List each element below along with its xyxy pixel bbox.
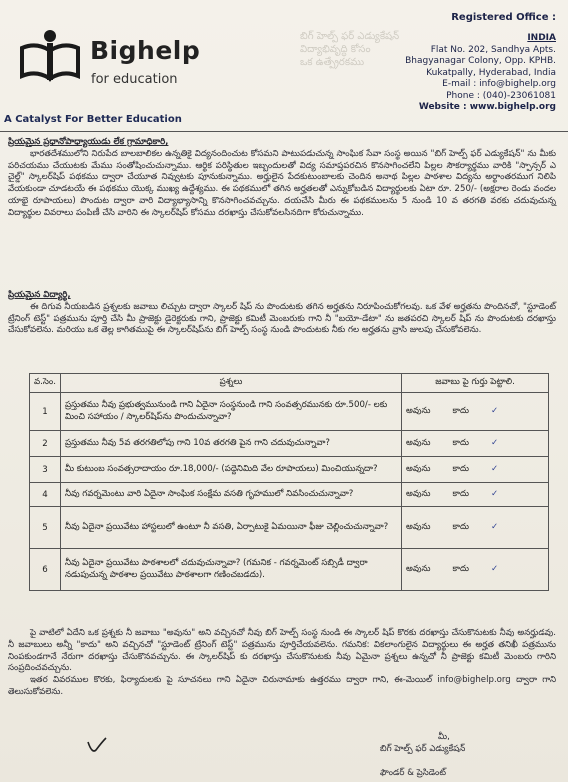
bighelp-logo-icon	[18, 28, 82, 88]
bleed-line: ఒక ఉత్ప్రేరకము	[300, 57, 365, 68]
answer-no[interactable]: కాదు	[452, 488, 469, 499]
office-line: Flat No. 202, Sandhya Apts.	[430, 44, 556, 55]
checkmark-icon: ✓	[491, 437, 499, 448]
brand-subtitle: for education	[91, 72, 178, 87]
answer-no[interactable]: కాదు	[452, 463, 469, 474]
closing-paragraph: పై వాటిలో ఏదేని ఒక ప్రశ్నకు నీ జవాబు "అవును" అని వచ్చినచో నీవు బిగ్ హెల్ప్ సంస్థ నుండి ఈ స్కాలర్ షిప్ కొరకు దరఖాస్తు చేసుకొనుటకు నీవు అనర్హుడవు. నీ జవాబులు అన్నీ "కాదు" అని వచ్చినచో "స్టూడెంట్ ట్రేనింగ్ టెస్ట్" పత్రమును పూర్తిచేయవలెను. గమనిక: వికలాంగులైన విద్యార్థులు ఈ అర్హత తనిఖీ పత్రమును నింపకుండగానే నేరుగా దరఖాస్తు చేసుకొనవచ్చును. ఈ స్కాలర్‌షిప్ కు దరఖాస్తు చేసుకొనుటకు నీవు ఏమైనా ప్రశ్నలు ఉన్నచో నీ ప్రాజెక్టు కమిటీ మెంబరు గారిని సంప్రదించవచ్చును.	[8, 628, 556, 674]
tagline: A Catalyst For Better Education	[4, 114, 182, 125]
answer-no[interactable]: కాదు	[452, 405, 469, 416]
row-question: ప్రస్తుతము నీవు ప్రభుత్వమునుండి గాని ఏదైనా సంస్థనుండి గాని సంవత్సరమునకు రూ.500/- లకు మించి సహాయం / స్కాలర్‌షిప్‌ను పొందుచున్నావా?	[60, 393, 401, 431]
handwritten-signature-icon	[86, 736, 110, 756]
student-section	[8, 290, 556, 337]
row-answer	[402, 549, 549, 591]
bleed-line: విద్యాభివృద్ధి కోసం	[300, 44, 371, 55]
office-email: E-mail : info@bighelp.org	[442, 79, 556, 89]
row-question: ప్రస్తుతము నీవు 5వ తరగతిలోపు గాని 10వ తరగతి పైన గాని చదువుచున్నావా?	[60, 431, 401, 457]
table-row	[30, 549, 549, 591]
row-answer	[402, 431, 549, 457]
yours: మీ,	[438, 732, 450, 742]
col-question-header: ప్రశ్నలు	[60, 374, 401, 393]
brand-name: Bighelp	[90, 36, 201, 65]
row-question: నీవు గవర్నమెంటు వారి ఏదైనా సాంఘిక సంక్షేమ వసతి గృహములో నివసించుచున్నావా?	[60, 483, 401, 507]
answer-no[interactable]: కాదు	[452, 563, 469, 574]
salutation: ప్రియమైన ప్రధానోపాధ్యాయుడు లేక గ్రామాధికారి,	[8, 137, 169, 147]
col-number-header: వ.సెం.	[30, 374, 61, 393]
answer-yes[interactable]: అవును	[406, 437, 431, 448]
answer-no[interactable]: కాదు	[452, 521, 469, 532]
table-row	[30, 483, 549, 507]
bleed-line: బిగ్ హెల్ప్ ఫర్ ఎడ్యుకేషన్	[300, 31, 400, 42]
checkmark-icon: ✓	[491, 405, 499, 416]
eligibility-table	[29, 373, 549, 591]
checkmark-icon: ✓	[491, 463, 499, 474]
signature-org: బిగ్ హెల్ప్ ఫర్ ఎడ్యుకేషన్	[380, 743, 466, 754]
answer-yes[interactable]: అవును	[406, 405, 431, 416]
table-row	[30, 457, 549, 483]
row-question: నీవు ఏదైనా ప్రయివేటు హాస్టలులో ఉంటూ నీ వసతి, ఏర్పాటుకై ఏమయినా ఫీజు చెల్లించుచున్నావా?	[60, 507, 401, 549]
row-number: 2	[30, 431, 61, 457]
row-number: 4	[30, 483, 61, 507]
row-answer	[402, 393, 549, 431]
intro-section	[8, 137, 556, 220]
office-line: Bhagyanagar Colony, Opp. KPHB.	[405, 56, 556, 66]
row-number: 5	[30, 507, 61, 549]
office-line: Kukatpally, Hyderabad, India	[426, 67, 556, 78]
row-number: 3	[30, 457, 61, 483]
row-question: నీవు ఏదైనా ప్రయివేటు పాఠశాలలో చదువుచున్నావా? (గమనిక - గవర్నమెంట్ సబ్సిడీ ద్వారా నడుపుచున్న పాఠశాల ప్రయివేటు పాఠశాలగా గణించబడదు).	[60, 549, 401, 591]
answer-yes[interactable]: అవును	[406, 521, 431, 532]
contact-paragraph: ఇతర వివరముల కొరకు, ఫిర్యాదులకు పై సూచనలు గాని ఏదైనా చిరునామాకు ఉత్తరము ద్వారా గాని, ఈ-మెయిల్ info@bighelp.org ద్వారా గాని తెలుసుకోవలెను.	[8, 675, 556, 697]
office-website: Website : www.bighelp.org	[418, 102, 556, 112]
signature-block	[380, 732, 550, 779]
office-title: Registered Office :	[451, 12, 556, 23]
office-phone: Phone : (040)-23061081	[446, 90, 556, 101]
row-number: 6	[30, 549, 61, 591]
closing-section	[8, 628, 556, 699]
answer-no[interactable]: కాదు	[452, 437, 469, 448]
col-answer-header: జవాబు పై గుర్తు పెట్టాలి.	[402, 374, 549, 393]
row-answer	[402, 483, 549, 507]
checkmark-icon: ✓	[491, 488, 499, 499]
row-question: మీ కుటుంబ సంవత్సరాదాయం రూ.18,000/- (పద్దెనిమిది వేల రూపాయలు) మించియున్నదా?	[60, 457, 401, 483]
answer-yes[interactable]: అవును	[406, 563, 431, 574]
table-row	[30, 507, 549, 549]
row-number: 1	[30, 393, 61, 431]
answer-yes[interactable]: అవును	[406, 463, 431, 474]
office-country: INDIA	[527, 33, 556, 43]
row-answer	[402, 507, 549, 549]
table-header-row	[30, 374, 549, 393]
answer-yes[interactable]: అవును	[406, 488, 431, 499]
table-row	[30, 431, 549, 457]
student-paragraph: ఈ దిగువ నీయబడిన ప్రశ్నలకు జవాబు లిచ్చుట ద్వారా స్కాలర్ షిప్ ను పొందుటకు తగిన అర్హతను నిరూపించుకోగలవు. ఒక వేళ అర్హతను పొందినచో, "స్టూడెంట్ ట్రేనింగ్ టెస్ట్" పత్రమును పూర్తి చేసి మీ ప్రాజెక్టు డైరెక్టరుకు గాని, ప్రాజెక్టు కమిటీ మెంబరుకు గాని నీ "బయో-డేటా" ను జతపరచి స్కాలర్ షిప్ ను పొందుటకు దరఖాస్తు చేసుకోవలెను. మరియు ఒక తెల్ల కాగితముపై ఈ స్కాలర్‌షిప్‌ను బిగ్ హెల్ప్ సంస్థ నుండి పొందుటకు నీకు గల అర్హతను వ్రాసి జులపు చేసుకోవలెను.	[8, 301, 556, 336]
row-answer	[402, 457, 549, 483]
header-divider	[0, 131, 568, 132]
student-salutation: ప్రియమైన విద్యార్థి,	[8, 290, 71, 300]
registered-office	[341, 12, 556, 114]
signature-title: ఫౌండర్ & ప్రెసిడెంట్	[380, 767, 446, 778]
intro-paragraph: భారతదేశములోని నిరుపేద బాలబాలికల ఉన్నతికై విద్యనందించుట కోసమని పాటుపడుచున్న సాంఘిక సేవా సంస్థ అయిన "బిగ్ హెల్ప్ ఫర్ ఎడ్యుకేషన్" ను మీకు పరిచయము చేయుటకు మేము సంతోషించుచున్నాము. ఆర్థిక పరిస్థితుల ఇబ్బందులతో విద్య సమాప్తపరచిన కొనసాగించలేని పిల్లల సౌకర్యార్థము వారికి "స్పాన్సర్ ఎ చైల్డ్" స్కాలర్‌షిప్ పథకము ద్వారా చేయూత నివ్వుటకు పూనుకున్నాము. అర్హులైన పేదకుటుంబాలకు చెందిన అనాథ పిల్లల పాఠశాల విద్యను అర్థాంతరముగ నిలిపి వేయకుండా చూడటయే ఈ పథకము యొక్క ముఖ్య ఉద్దేశ్యము. ఈ పథకములో తగిన అర్హతలతో ఎన్నుకోబడిన విద్యార్థులకు ఏటా రూ. 250/- (అక్షరాల రెండు వందల యాభై రూపాయలు) పొందుట ద్వారా వారి విద్యాభ్యాసాన్ని కొనసాగించవచ్చును. దయచేసి మీరు ఈ పథకములను 5 నుండి 10 వ తరగతి వరకు చదువుచున్న విద్యార్థుల వివరాలు పంపిణీ చేసి వారిని ఈ స్కాలర్‌షిప్ కోసము దరఖాస్తు చేసుకోవలసినదిగా కోరుచున్నాము.	[8, 148, 556, 218]
checkmark-icon: ✓	[491, 563, 499, 574]
table-row	[30, 393, 549, 431]
checkmark-icon: ✓	[491, 521, 499, 532]
